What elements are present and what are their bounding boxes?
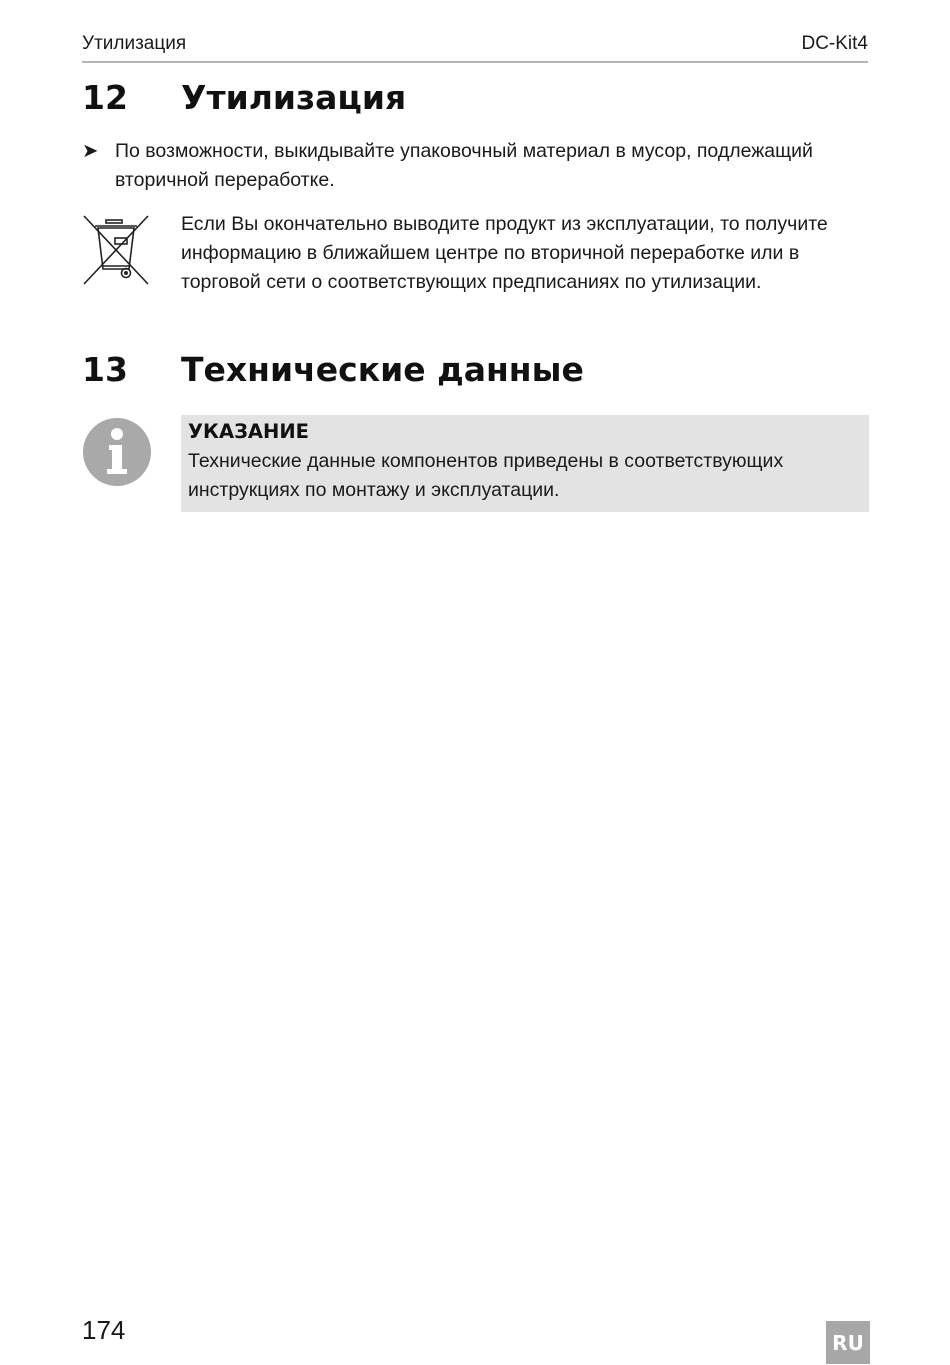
page-number: 174 bbox=[82, 1315, 126, 1345]
section-13-title: Технические данные bbox=[181, 350, 584, 389]
crossed-out-wheelie-bin-icon bbox=[82, 214, 150, 286]
header-divider bbox=[82, 61, 868, 63]
section-12-number: 12 bbox=[82, 78, 128, 117]
arrow-bullet-icon: ➤ bbox=[82, 140, 99, 162]
header-product-name: DC-Kit4 bbox=[801, 33, 868, 54]
section-12-title: Утилизация bbox=[181, 78, 407, 117]
language-badge: RU bbox=[826, 1321, 870, 1364]
note-box bbox=[181, 415, 869, 512]
packaging-instruction-text: По возможности, выкидывайте упаковочный материал в мусор, подлежащий вторичной переработке. bbox=[115, 140, 813, 191]
section-13-number: 13 bbox=[82, 350, 128, 389]
note-title: УКАЗАНИЕ bbox=[188, 420, 309, 443]
disposal-information-text: Если Вы окончательно выводите продукт из эксплуатации, то получите информацию в ближайшем центре по вторичной переработке или в торговой сети о соответствующих предписаниях по утилизации. bbox=[181, 213, 828, 293]
info-icon bbox=[82, 417, 152, 487]
note-text: Технические данные компонентов приведены в соответствующих инструкциях по монтажу и эксплуатации. bbox=[188, 450, 784, 501]
header-section-name: Утилизация bbox=[82, 33, 187, 54]
